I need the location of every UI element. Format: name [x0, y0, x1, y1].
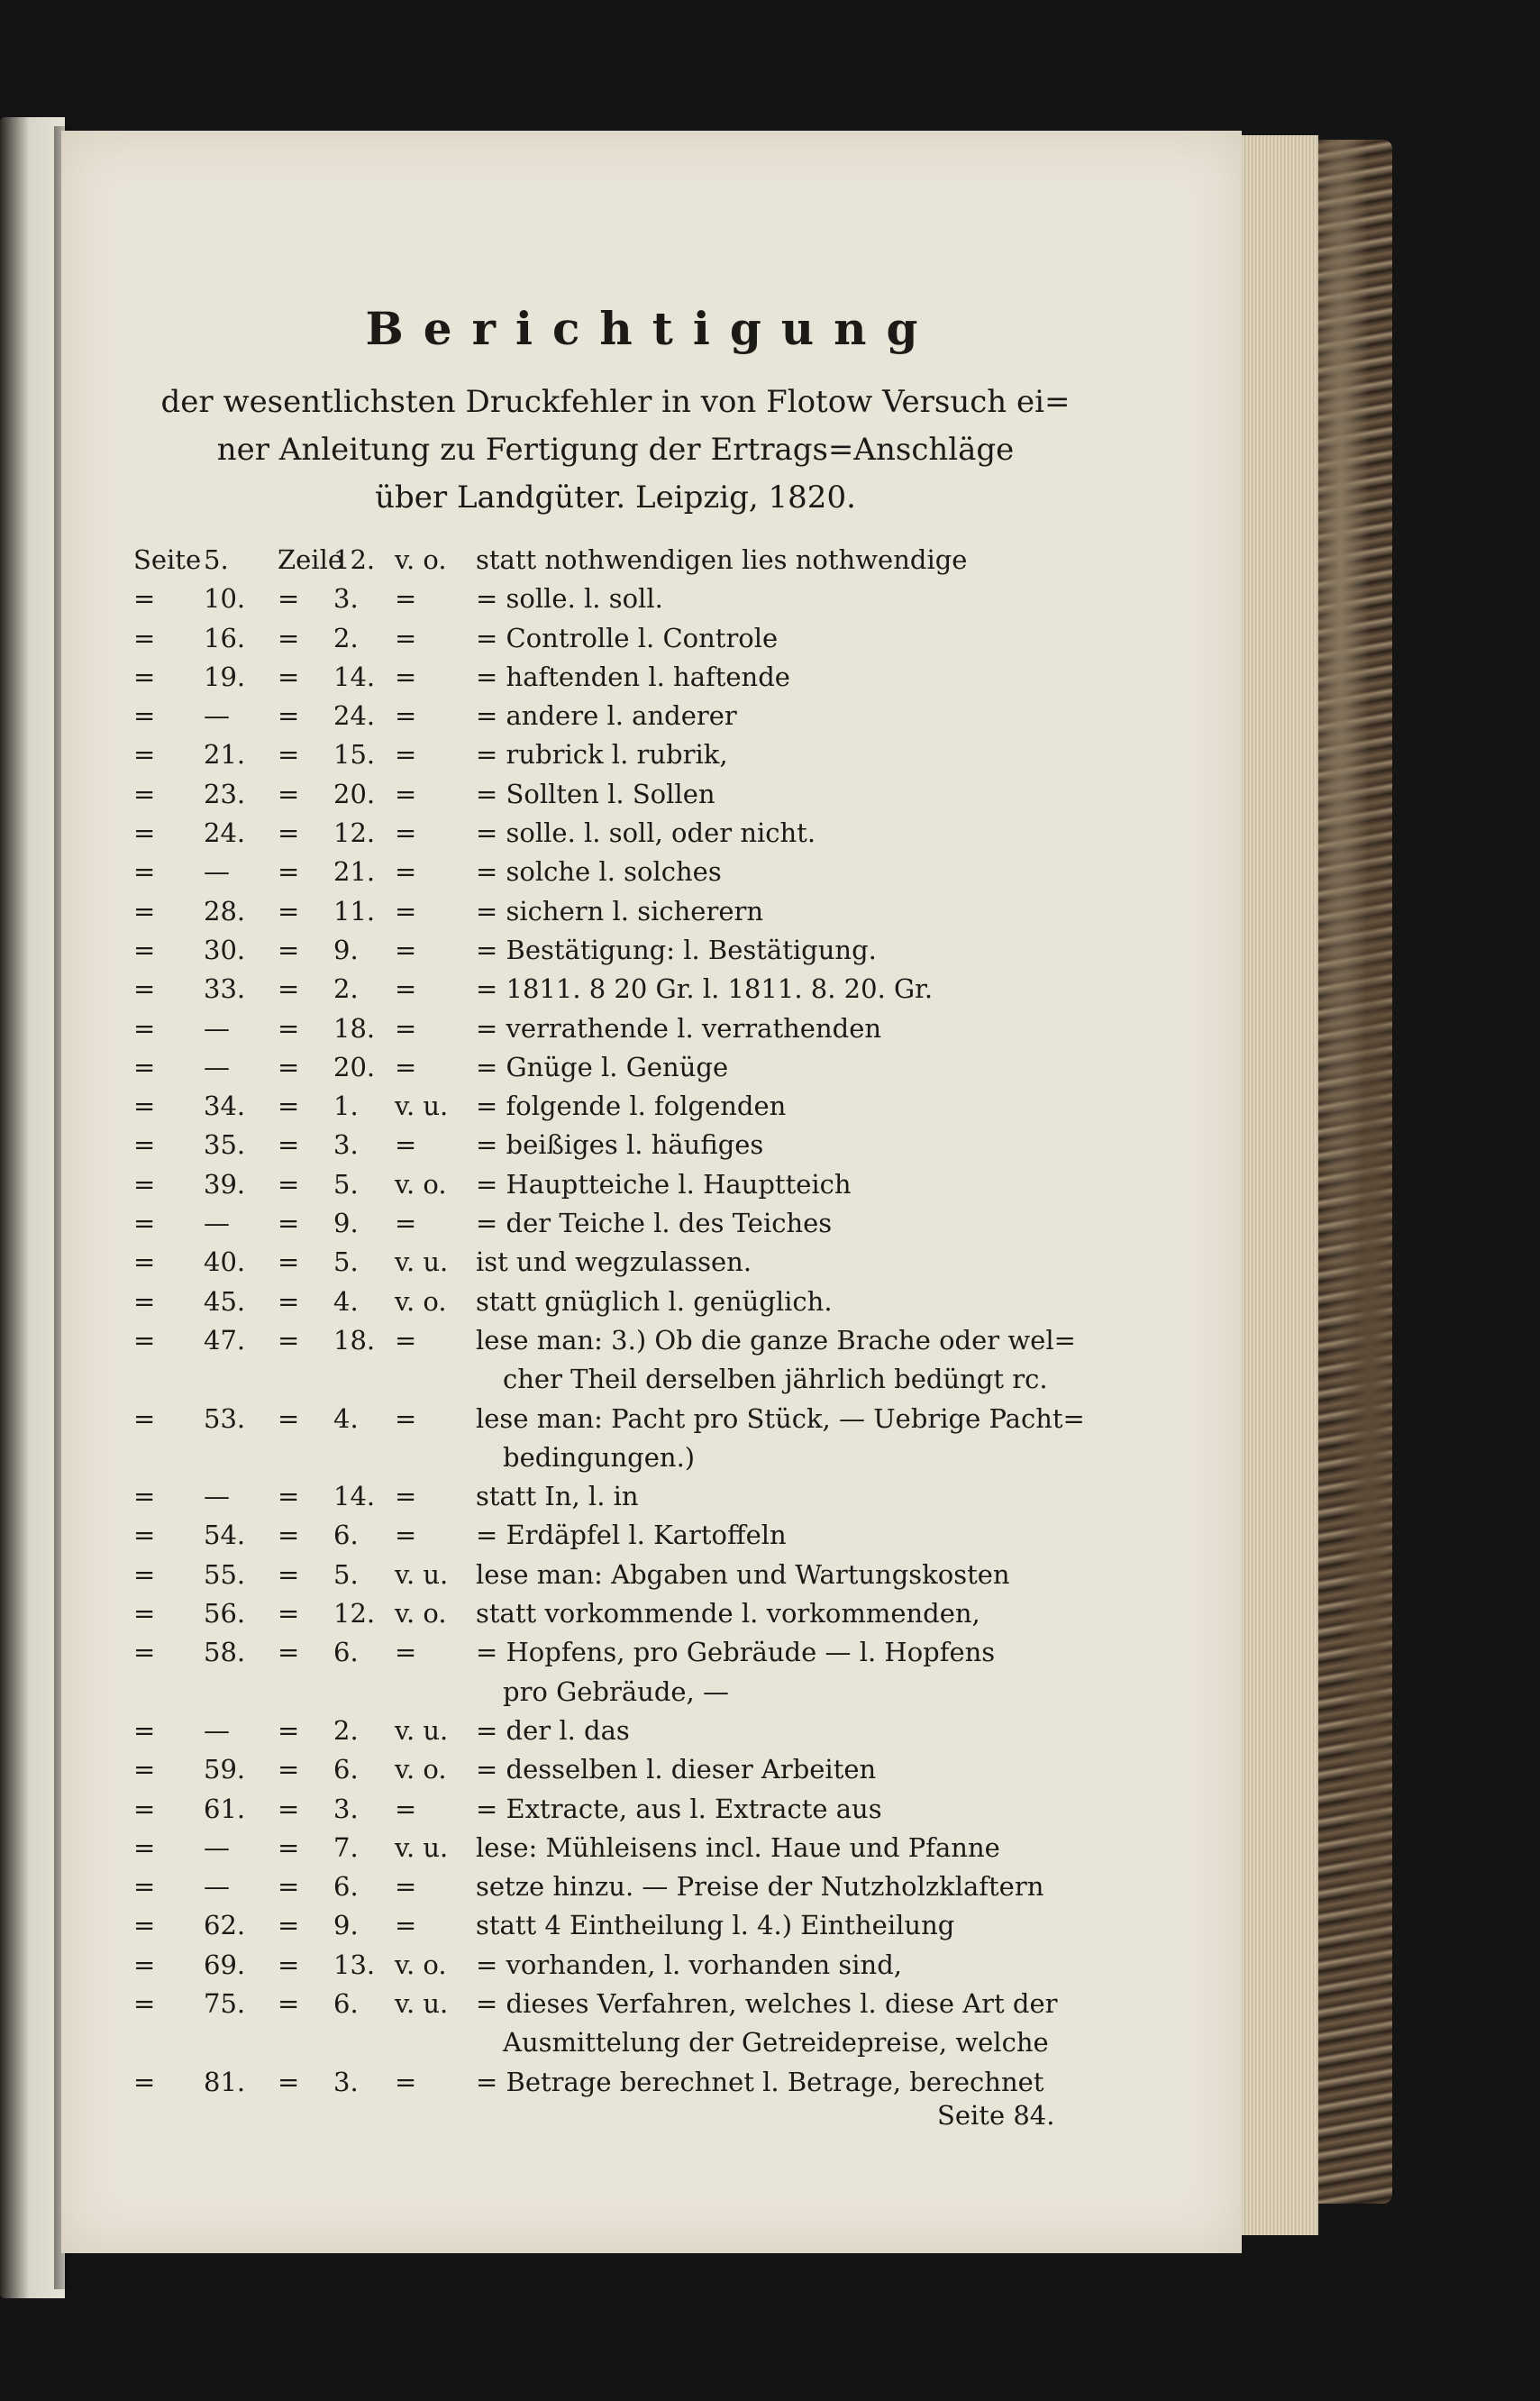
errata-text: = der l. das — [476, 1714, 630, 1746]
errata-page: 69. — [204, 1949, 246, 1980]
errata-line: 6. — [333, 1871, 359, 1903]
errata-text: = sichern l. sicherern — [476, 895, 764, 927]
errata-sep: = — [278, 1208, 300, 1239]
errata-sep: = — [278, 1129, 300, 1161]
errata-pos: = — [395, 1871, 417, 1903]
errata-sep: = — [278, 1987, 300, 2019]
errata-row — [133, 1321, 1107, 1360]
errata-label: = — [133, 1598, 156, 1630]
errata-line: 12. — [333, 544, 376, 575]
errata-line: 2. — [333, 1714, 359, 1746]
errata-line: 20. — [333, 1051, 376, 1082]
errata-page: — — [204, 1481, 230, 1512]
errata-row — [133, 580, 1107, 618]
errata-pos: v. o. — [395, 1949, 447, 1980]
errata-pos: = — [395, 1910, 417, 1941]
errata-sep: = — [278, 1714, 300, 1746]
errata-line: 14. — [333, 1481, 376, 1512]
errata-text: = Sollten l. Sollen — [476, 778, 715, 809]
errata-pos: = — [395, 700, 417, 732]
errata-text: = Bestätigung: l. Bestätigung. — [476, 934, 877, 965]
errata-sep: = — [278, 856, 300, 888]
errata-sep: = — [278, 973, 300, 1005]
errata-row — [133, 619, 1107, 658]
errata-line: 24. — [333, 700, 376, 732]
errata-text: = desselben l. dieser Arbeiten — [476, 1754, 877, 1785]
errata-page: 75. — [204, 1987, 246, 2019]
errata-sep: Zeile — [278, 544, 344, 575]
errata-text: = verrathende l. verrathenden — [476, 1012, 882, 1044]
errata-line: 9. — [333, 1208, 359, 1239]
errata-label: = — [133, 1051, 156, 1082]
errata-label: = — [133, 661, 156, 692]
errata-page: 16. — [204, 622, 246, 653]
page-edges — [1242, 135, 1318, 2235]
errata-label: = — [133, 1637, 156, 1668]
errata-text: = Betrage berechnet l. Betrage, berechnet — [476, 2066, 1044, 2097]
errata-pos: = — [395, 1793, 417, 1824]
errata-row — [133, 1633, 1107, 1672]
errata-text: setze hinzu. — Preise der Nutzholzklaftern — [476, 1871, 1044, 1903]
errata-line: 9. — [333, 1910, 359, 1941]
errata-row — [133, 1516, 1107, 1555]
errata-sep: = — [278, 1324, 300, 1356]
errata-label: Seite — [133, 544, 202, 575]
errata-pos: v. o. — [395, 1754, 447, 1785]
errata-label: = — [133, 895, 156, 927]
errata-sep: = — [278, 2066, 300, 2097]
errata-label: = — [133, 973, 156, 1005]
errata-label: = — [133, 1481, 156, 1512]
errata-pos: = — [395, 661, 417, 692]
errata-sep: = — [278, 1168, 300, 1200]
errata-sep: = — [278, 1637, 300, 1668]
errata-label: = — [133, 1402, 156, 1434]
subtitle — [133, 379, 1098, 522]
errata-row — [133, 1009, 1107, 1048]
errata-text: statt 4 Eintheilung l. 4.) Eintheilung — [476, 1910, 955, 1941]
errata-pos: v. o. — [395, 1598, 447, 1630]
errata-text: lese man: Pacht pro Stück, — Uebrige Pacht= — [476, 1402, 1085, 1434]
errata-sep: = — [278, 1402, 300, 1434]
errata-text: = folgende l. folgenden — [476, 1091, 787, 1122]
errata-row — [133, 775, 1107, 814]
errata-row — [133, 1946, 1107, 1985]
errata-row — [133, 1283, 1107, 1321]
errata-page: 56. — [204, 1598, 246, 1630]
errata-text: = rubrick l. rubrik, — [476, 739, 728, 771]
errata-text: = dieses Verfahren, welches l. diese Art der — [476, 1987, 1058, 2019]
errata-row — [133, 1985, 1107, 2023]
errata-line: 3. — [333, 1793, 359, 1824]
errata-label: = — [133, 856, 156, 888]
errata-sep: = — [278, 1012, 300, 1044]
errata-text: statt nothwendigen lies nothwendige — [476, 544, 968, 575]
errata-page: 34. — [204, 1091, 246, 1122]
errata-pos: v. o. — [395, 1285, 447, 1317]
errata-row — [133, 2063, 1107, 2102]
errata-row — [133, 541, 1107, 580]
errata-row — [133, 1906, 1107, 1945]
errata-row — [133, 1556, 1107, 1594]
errata-line: 6. — [333, 1754, 359, 1785]
errata-pos: = — [395, 622, 417, 653]
errata-pos: = — [395, 739, 417, 771]
errata-sep: = — [278, 1285, 300, 1317]
errata-text: = 1811. 8 20 Gr. l. 1811. 8. 20. Gr. — [476, 973, 934, 1005]
errata-sep: = — [278, 895, 300, 927]
subtitle-line: ner Anleitung zu Fertigung der Ertrags=Anschläge — [216, 432, 1015, 468]
errata-line: 20. — [333, 778, 376, 809]
errata-text: = solche l. solches — [476, 856, 722, 888]
errata-label: = — [133, 1910, 156, 1941]
errata-text: = Erdäpfel l. Kartoffeln — [476, 1520, 787, 1551]
errata-row — [133, 1204, 1107, 1243]
errata-row — [133, 1165, 1107, 1204]
errata-sep: = — [278, 1558, 300, 1590]
errata-text: = vorhanden, l. vorhanden sind, — [476, 1949, 903, 1980]
errata-list — [133, 541, 1107, 2102]
errata-page: — — [204, 1871, 230, 1903]
errata-page: 23. — [204, 778, 246, 809]
errata-label: = — [133, 1091, 156, 1122]
errata-sep: = — [278, 817, 300, 849]
errata-row — [133, 1712, 1107, 1750]
errata-label: = — [133, 1168, 156, 1200]
errata-text: = solle. l. soll. — [476, 583, 663, 615]
errata-page: 39. — [204, 1168, 246, 1200]
errata-row — [133, 1048, 1107, 1087]
errata-page: 81. — [204, 2066, 246, 2097]
errata-pos: v. o. — [395, 1168, 447, 1200]
errata-sep: = — [278, 1520, 300, 1551]
errata-page: — — [204, 1714, 230, 1746]
errata-label: = — [133, 934, 156, 965]
errata-pos: v. u. — [395, 1987, 449, 2019]
errata-continuation: pro Gebräude, — — [503, 1675, 729, 1707]
errata-pos: = — [395, 1481, 417, 1512]
errata-page: 55. — [204, 1558, 246, 1590]
errata-line: 5. — [333, 1168, 359, 1200]
errata-line: 5. — [333, 1558, 359, 1590]
errata-sep: = — [278, 1246, 300, 1278]
errata-pos: = — [395, 1520, 417, 1551]
errata-page: — — [204, 856, 230, 888]
errata-label: = — [133, 2066, 156, 2097]
errata-sep: = — [278, 1754, 300, 1785]
errata-page: 28. — [204, 895, 246, 927]
errata-sep: = — [278, 934, 300, 965]
errata-text: = haftenden l. haftende — [476, 661, 790, 692]
errata-text: = solle. l. soll, oder nicht. — [476, 817, 816, 849]
errata-text: = Gnüge l. Genüge — [476, 1051, 729, 1082]
errata-text: = Hauptteiche l. Hauptteich — [476, 1168, 852, 1200]
errata-sep: = — [278, 1091, 300, 1122]
errata-page: 58. — [204, 1637, 246, 1668]
errata-line: 14. — [333, 661, 376, 692]
errata-pos: = — [395, 895, 417, 927]
errata-row — [133, 1829, 1107, 1867]
errata-text: statt vorkommende l. vorkommenden, — [476, 1598, 980, 1630]
errata-line: 12. — [333, 817, 376, 849]
errata-page: 47. — [204, 1324, 246, 1356]
errata-row — [133, 814, 1107, 853]
errata-pos: = — [395, 1012, 417, 1044]
errata-row — [133, 1477, 1107, 1516]
errata-line: 4. — [333, 1402, 359, 1434]
errata-line: 3. — [333, 1129, 359, 1161]
errata-label: = — [133, 817, 156, 849]
page-title: Berichtigung — [365, 302, 938, 355]
errata-sep: = — [278, 1871, 300, 1903]
errata-sep: = — [278, 661, 300, 692]
errata-pos: = — [395, 778, 417, 809]
errata-page: 21. — [204, 739, 246, 771]
errata-label: = — [133, 622, 156, 653]
errata-page: 35. — [204, 1129, 246, 1161]
errata-text: statt In, l. in — [476, 1481, 639, 1512]
errata-line: 2. — [333, 973, 359, 1005]
errata-label: = — [133, 1949, 156, 1980]
errata-text: = Controlle l. Controle — [476, 622, 779, 653]
errata-page: 5. — [204, 544, 229, 575]
errata-row — [133, 892, 1107, 931]
errata-pos: v. u. — [395, 1091, 449, 1122]
errata-text: = der Teiche l. des Teiches — [476, 1208, 833, 1239]
errata-sep: = — [278, 1831, 300, 1863]
errata-pos: = — [395, 817, 417, 849]
errata-pos: = — [395, 1129, 417, 1161]
errata-label: = — [133, 1987, 156, 2019]
errata-row — [133, 1750, 1107, 1789]
errata-page: — — [204, 1208, 230, 1239]
errata-row — [133, 1790, 1107, 1829]
errata-pos: = — [395, 856, 417, 888]
errata-page: 62. — [204, 1910, 246, 1941]
errata-row — [133, 735, 1107, 774]
errata-pos: = — [395, 1051, 417, 1082]
errata-line: 3. — [333, 583, 359, 615]
errata-line: 18. — [333, 1324, 376, 1356]
errata-row — [133, 1400, 1107, 1438]
errata-page: 10. — [204, 583, 246, 615]
errata-page: 61. — [204, 1793, 246, 1824]
errata-pos: = — [395, 934, 417, 965]
errata-pos: = — [395, 1637, 417, 1668]
errata-page: — — [204, 1012, 230, 1044]
errata-pos: = — [395, 2066, 417, 2097]
errata-page: — — [204, 700, 230, 732]
errata-line: 9. — [333, 934, 359, 965]
errata-continuation: cher Theil derselben jährlich bedüngt rc. — [503, 1364, 1048, 1395]
errata-page: 54. — [204, 1520, 246, 1551]
errata-text: ist und wegzulassen. — [476, 1246, 752, 1278]
errata-row — [133, 1243, 1107, 1282]
errata-line: 21. — [333, 856, 376, 888]
errata-text: lese man: 3.) Ob die ganze Brache oder wel= — [476, 1324, 1076, 1356]
errata-pos: = — [395, 583, 417, 615]
errata-label: = — [133, 1831, 156, 1863]
errata-label: = — [133, 1208, 156, 1239]
errata-sep: = — [278, 1949, 300, 1980]
errata-page: 24. — [204, 817, 246, 849]
errata-row — [133, 931, 1107, 970]
errata-pos: = — [395, 1324, 417, 1356]
errata-sep: = — [278, 622, 300, 653]
errata-label: = — [133, 1714, 156, 1746]
errata-page: 19. — [204, 661, 246, 692]
errata-label: = — [133, 778, 156, 809]
errata-pos: v. u. — [395, 1558, 449, 1590]
errata-row — [133, 1867, 1107, 1906]
errata-label: = — [133, 1246, 156, 1278]
errata-line: 7. — [333, 1831, 359, 1863]
errata-label: = — [133, 1871, 156, 1903]
errata-line: 13. — [333, 1949, 376, 1980]
errata-sep: = — [278, 739, 300, 771]
errata-pos: v. u. — [395, 1246, 449, 1278]
errata-label: = — [133, 1129, 156, 1161]
errata-line: 1. — [333, 1091, 359, 1122]
errata-text: = beißiges l. häufiges — [476, 1129, 764, 1161]
marbled-cover — [1318, 140, 1392, 2204]
errata-page: 40. — [204, 1246, 246, 1278]
errata-page: — — [204, 1051, 230, 1082]
errata-row — [133, 970, 1107, 1009]
errata-pos: = — [395, 1208, 417, 1239]
errata-text: lese man: Abgaben und Wartungskosten — [476, 1558, 1010, 1590]
errata-continuation: Ausmittelung der Getreidepreise, welche — [503, 2027, 1049, 2059]
errata-label: = — [133, 583, 156, 615]
errata-row — [133, 1126, 1107, 1164]
errata-pos: = — [395, 973, 417, 1005]
errata-sep: = — [278, 700, 300, 732]
errata-label: = — [133, 700, 156, 732]
errata-pos: v. o. — [395, 544, 447, 575]
errata-label: = — [133, 1754, 156, 1785]
errata-row — [133, 697, 1107, 735]
errata-row — [133, 1594, 1107, 1633]
errata-row — [133, 853, 1107, 891]
errata-row — [133, 1087, 1107, 1126]
errata-label: = — [133, 1285, 156, 1317]
errata-text: = andere l. anderer — [476, 700, 737, 732]
errata-line: 6. — [333, 1987, 359, 2019]
errata-line: 4. — [333, 1285, 359, 1317]
catchword: Seite 84. — [937, 2100, 1055, 2131]
errata-line: 6. — [333, 1520, 359, 1551]
errata-page: — — [204, 1831, 230, 1863]
errata-text: = Hopfens, pro Gebräude — l. Hopfens — [476, 1637, 996, 1668]
errata-sep: = — [278, 1910, 300, 1941]
errata-page: 45. — [204, 1285, 246, 1317]
errata-pos: v. u. — [395, 1831, 449, 1863]
errata-continuation: bedingungen.) — [503, 1441, 696, 1473]
errata-line: 18. — [333, 1012, 376, 1044]
errata-label: = — [133, 739, 156, 771]
errata-line: 11. — [333, 895, 376, 927]
errata-pos: v. u. — [395, 1714, 449, 1746]
errata-pos: = — [395, 1402, 417, 1434]
errata-label: = — [133, 1324, 156, 1356]
errata-line: 2. — [333, 622, 359, 653]
subtitle-line: der wesentlichsten Druckfehler in von Flotow Versuch ei= — [160, 384, 1071, 420]
errata-page: 59. — [204, 1754, 246, 1785]
errata-label: = — [133, 1558, 156, 1590]
errata-page: 33. — [204, 973, 246, 1005]
errata-page: 53. — [204, 1402, 246, 1434]
errata-text: = Extracte, aus l. Extracte aus — [476, 1793, 882, 1824]
errata-page: 30. — [204, 934, 246, 965]
errata-line: 15. — [333, 739, 376, 771]
errata-label: = — [133, 1520, 156, 1551]
errata-sep: = — [278, 583, 300, 615]
errata-sep: = — [278, 1793, 300, 1824]
errata-label: = — [133, 1012, 156, 1044]
errata-sep: = — [278, 778, 300, 809]
errata-line: 3. — [333, 2066, 359, 2097]
errata-text: lese: Mühleisens incl. Haue und Pfanne — [476, 1831, 1000, 1863]
errata-sep: = — [278, 1481, 300, 1512]
errata-row — [133, 658, 1107, 697]
errata-line: 12. — [333, 1598, 376, 1630]
errata-sep: = — [278, 1051, 300, 1082]
errata-text: statt gnüglich l. genüglich. — [476, 1285, 833, 1317]
errata-line: 6. — [333, 1637, 359, 1668]
errata-label: = — [133, 1793, 156, 1824]
errata-line: 5. — [333, 1246, 359, 1278]
errata-sep: = — [278, 1598, 300, 1630]
subtitle-line: über Landgüter. Leipzig, 1820. — [375, 479, 856, 516]
